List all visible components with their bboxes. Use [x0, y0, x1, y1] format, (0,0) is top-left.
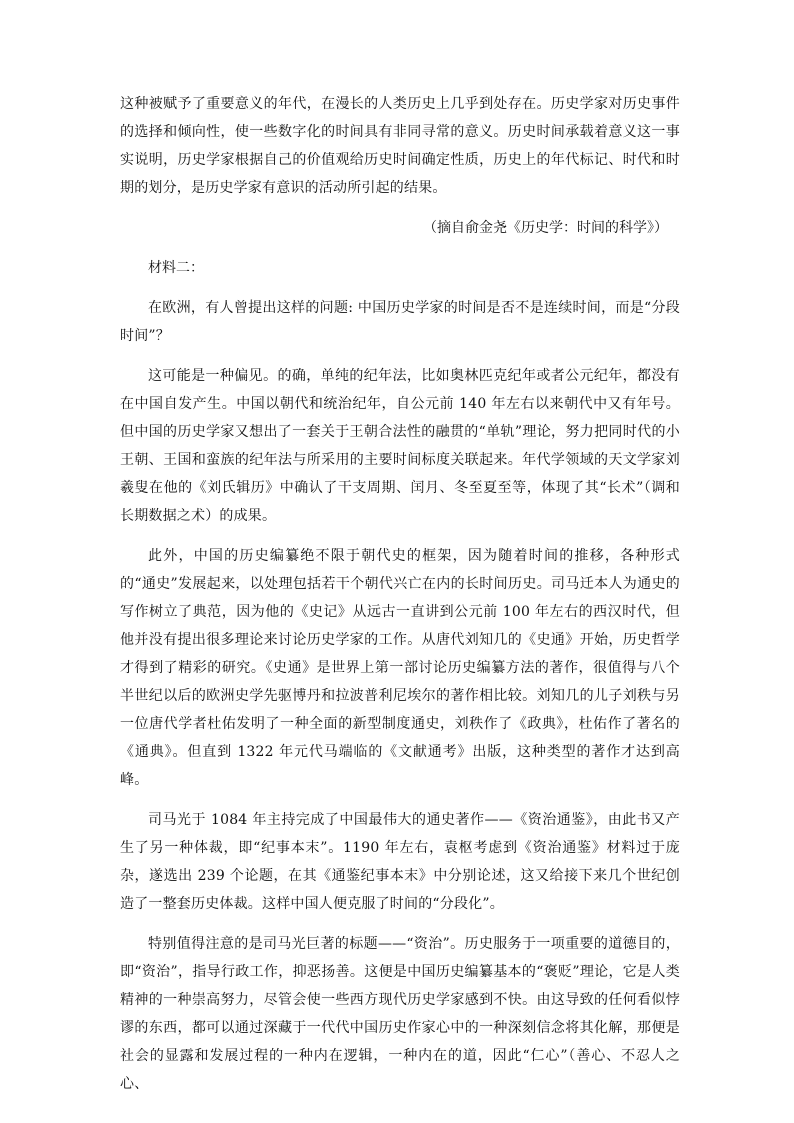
paragraph-1: 这种被赋予了重要意义的年代，在漫长的人类历史上几乎到处存在。历史学家对历史事件的选择和倾向性，使一些数字化的时间具有非同寻常的意义。历史时间承载着意义这一事实说明，历史学家根据自己的价值观给历史时间确定性质，历史上的年代标记、时代和时期的划分，是历史学家有意识的活动所引起的结果。	[120, 96, 680, 196]
citation: （摘自俞金尧《历史学：时间的科学》）	[423, 220, 668, 236]
paragraph-6: 特别值得注意的是司马光巨著的标题——“资治”。历史服务于一项重要的道德目的，即“资治”，指导行政工作，抑恶扬善。这便是中国历史编纂基本的“褒贬”理论，它是人类精神的一种崇高努力，尽管会使一些西方现代历史学家感到不快。由这导致的任何看似悖谬的东西，都可以通过深藏于一代代中国历史作家心中的一种深刻信念将其化解，那便是社会的显露和发展过程的一种内在逻辑，一种内在的道，因此“仁心”（善心、不忍人之心、	[120, 936, 680, 1092]
paragraph-5: 司马光于 1084 年主持完成了中国最伟大的通史著作——《资治通鉴》，由此书又产生了另一种体裁，即“纪事本末”。1190 年左右，袁枢考虑到《资治通鉴》材料过于庞杂，遂选出 239 个论题，在其《通鉴纪事本末》中分别论述，这又给接下来几个世纪创造了一整套历史体裁。这样中国人便克服了时间的“分段化”。	[120, 812, 680, 912]
paragraph-4: 此外，中国的历史编纂绝不限于朝代史的框架，因为随着时间的推移，各种形式的“通史”发展起来，以处理包括若干个朝代兴亡在内的长时间历史。司马迁本人为通史的写作树立了典范，因为他的《史记》从远古一直讲到公元前 100 年左右的西汉时代，但他并没有提出很多理论来讨论历史学家的工作。从唐代刘知几的《史通》开始，历史哲学才得到了精彩的研究。《史通》是世界上第一部讨论历史编纂方法的著作，很值得与八个半世纪以后的欧洲史学先驱博丹和拉波普利尼埃尔的著作相比较。刘知几的儿子刘秩与另一位唐代学者杜佑发明了一种全面的新型制度通史，刘秩作了《政典》，杜佑作了著名的《通典》。但直到 1322 年元代马端临的《文献通考》出版，这种类型的著作才达到高峰。	[120, 548, 680, 788]
paragraph-3: 这可能是一种偏见。的确，单纯的纪年法，比如奥林匹克纪年或者公元纪年，都没有在中国自发产生。中国以朝代和统治纪年，自公元前 140 年左右以来朝代中又有年号。但中国的历史学家又想出了一套关于王朝合法性的融贯的“单轨”理论，努力把同时代的小王朝、王国和蛮族的纪年法与所采用的主要时间标度关联起来。年代学领域的天文学家刘羲叟在他的《刘氏辑历》中确认了干支周期、闰月、冬至夏至等，体现了其“长术”（调和长期数据之术）的成果。	[120, 368, 680, 524]
section-heading: 材料二：	[148, 260, 204, 276]
document-page	[120, 90, 680, 1110]
paragraph-2: 在欧洲，有人曾提出这样的问题: 中国历史学家的时间是否不是连续时间，而是“分段时间”？	[120, 300, 680, 344]
